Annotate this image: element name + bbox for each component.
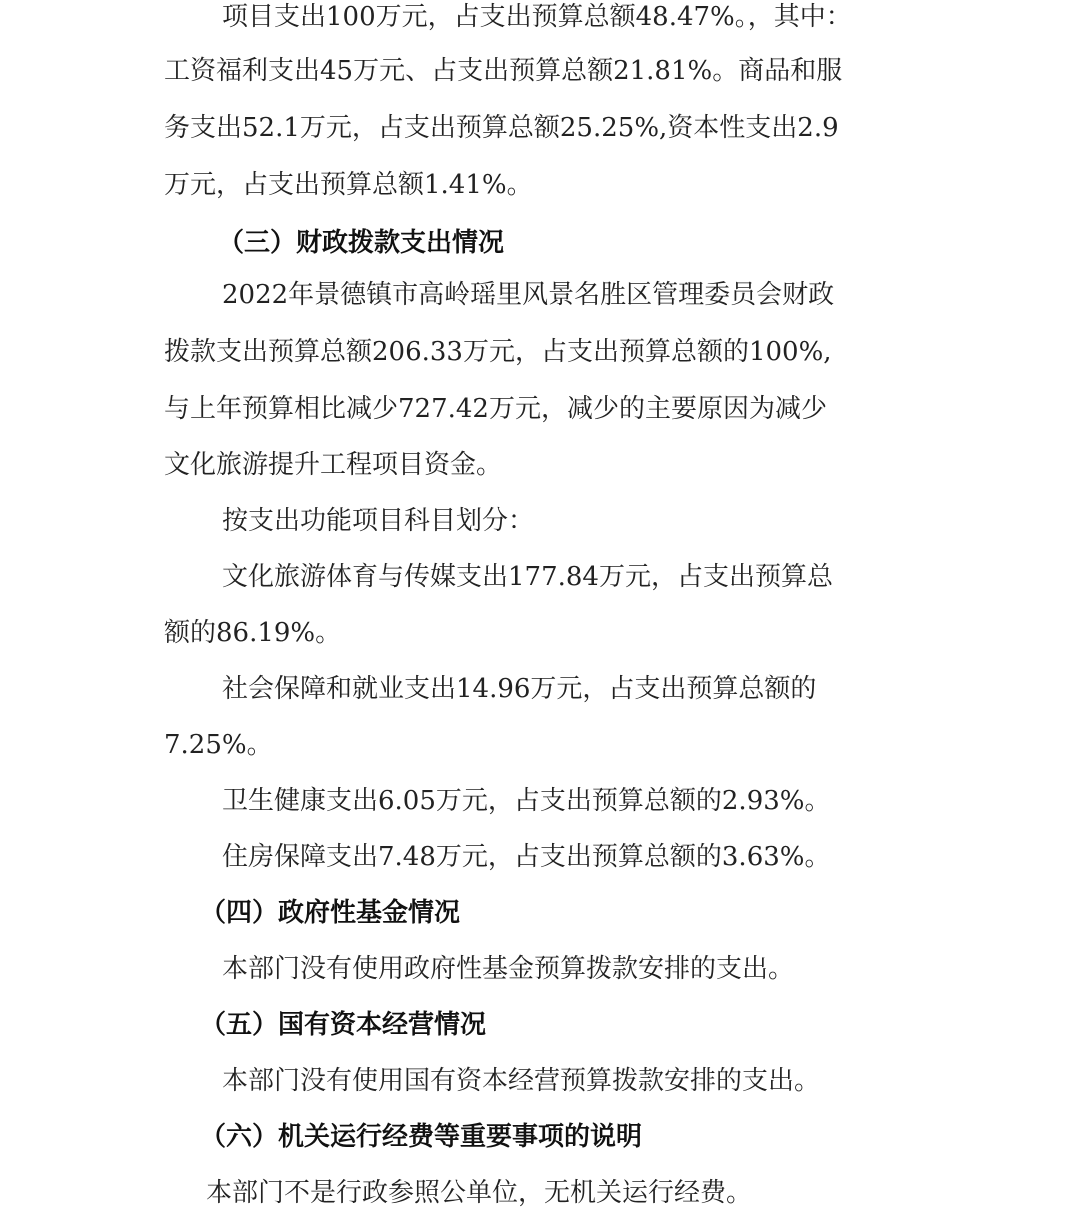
social-expense-line-2: 7.25%。 — [164, 730, 273, 760]
budget-breakdown-line-3: 务支出52.1万元，占支出预算总额25.25%,资本性支出2.9 — [164, 113, 839, 143]
section-heading-operating-expenses: （六）机关运行经费等重要事项的说明 — [200, 1122, 643, 1152]
by-function-label: 按支出功能项目科目划分： — [222, 506, 535, 536]
fiscal-intro-line-1: 2022年景德镇市高岭瑶里风景名胜区管理委员会财政 — [222, 280, 835, 310]
social-expense-line-1: 社会保障和就业支出14.96万元，占支出预算总额的 — [222, 674, 817, 704]
culture-expense-line-1: 文化旅游体育与传媒支出177.84万元，占支出预算总 — [222, 562, 833, 592]
budget-breakdown-line-2: 工资福利支出45万元、占支出预算总额21.81%。商品和服 — [164, 56, 843, 86]
budget-breakdown-line-1: 项目支出100万元，占支出预算总额48.47%。，其中： — [222, 2, 852, 32]
fiscal-intro-line-4: 文化旅游提升工程项目资金。 — [164, 450, 503, 480]
health-expense-line: 卫生健康支出6.05万元，占支出预算总额的2.93%。 — [222, 786, 831, 816]
state-capital-body: 本部门没有使用国有资本经营预算拨款安排的支出。 — [222, 1066, 821, 1096]
budget-breakdown-line-4: 万元，占支出预算总额1.41%。 — [164, 170, 533, 200]
section-heading-fiscal-appropriation: （三）财政拨款支出情况 — [218, 228, 505, 258]
section-heading-government-fund: （四）政府性基金情况 — [200, 898, 461, 928]
housing-expense-line: 住房保障支出7.48万元，占支出预算总额的3.63%。 — [222, 842, 831, 872]
culture-expense-line-2: 额的86.19%。 — [164, 618, 342, 648]
government-fund-body: 本部门没有使用政府性基金预算拨款安排的支出。 — [222, 954, 795, 984]
fiscal-intro-line-3: 与上年预算相比减少727.42万元，减少的主要原因为减少 — [164, 394, 827, 424]
operating-expenses-body: 本部门不是行政参照公单位，无机关运行经费。 — [206, 1178, 753, 1208]
section-heading-state-capital: （五）国有资本经营情况 — [200, 1010, 487, 1040]
fiscal-intro-line-2: 拨款支出预算总额206.33万元，占支出预算总额的100%, — [164, 337, 832, 367]
